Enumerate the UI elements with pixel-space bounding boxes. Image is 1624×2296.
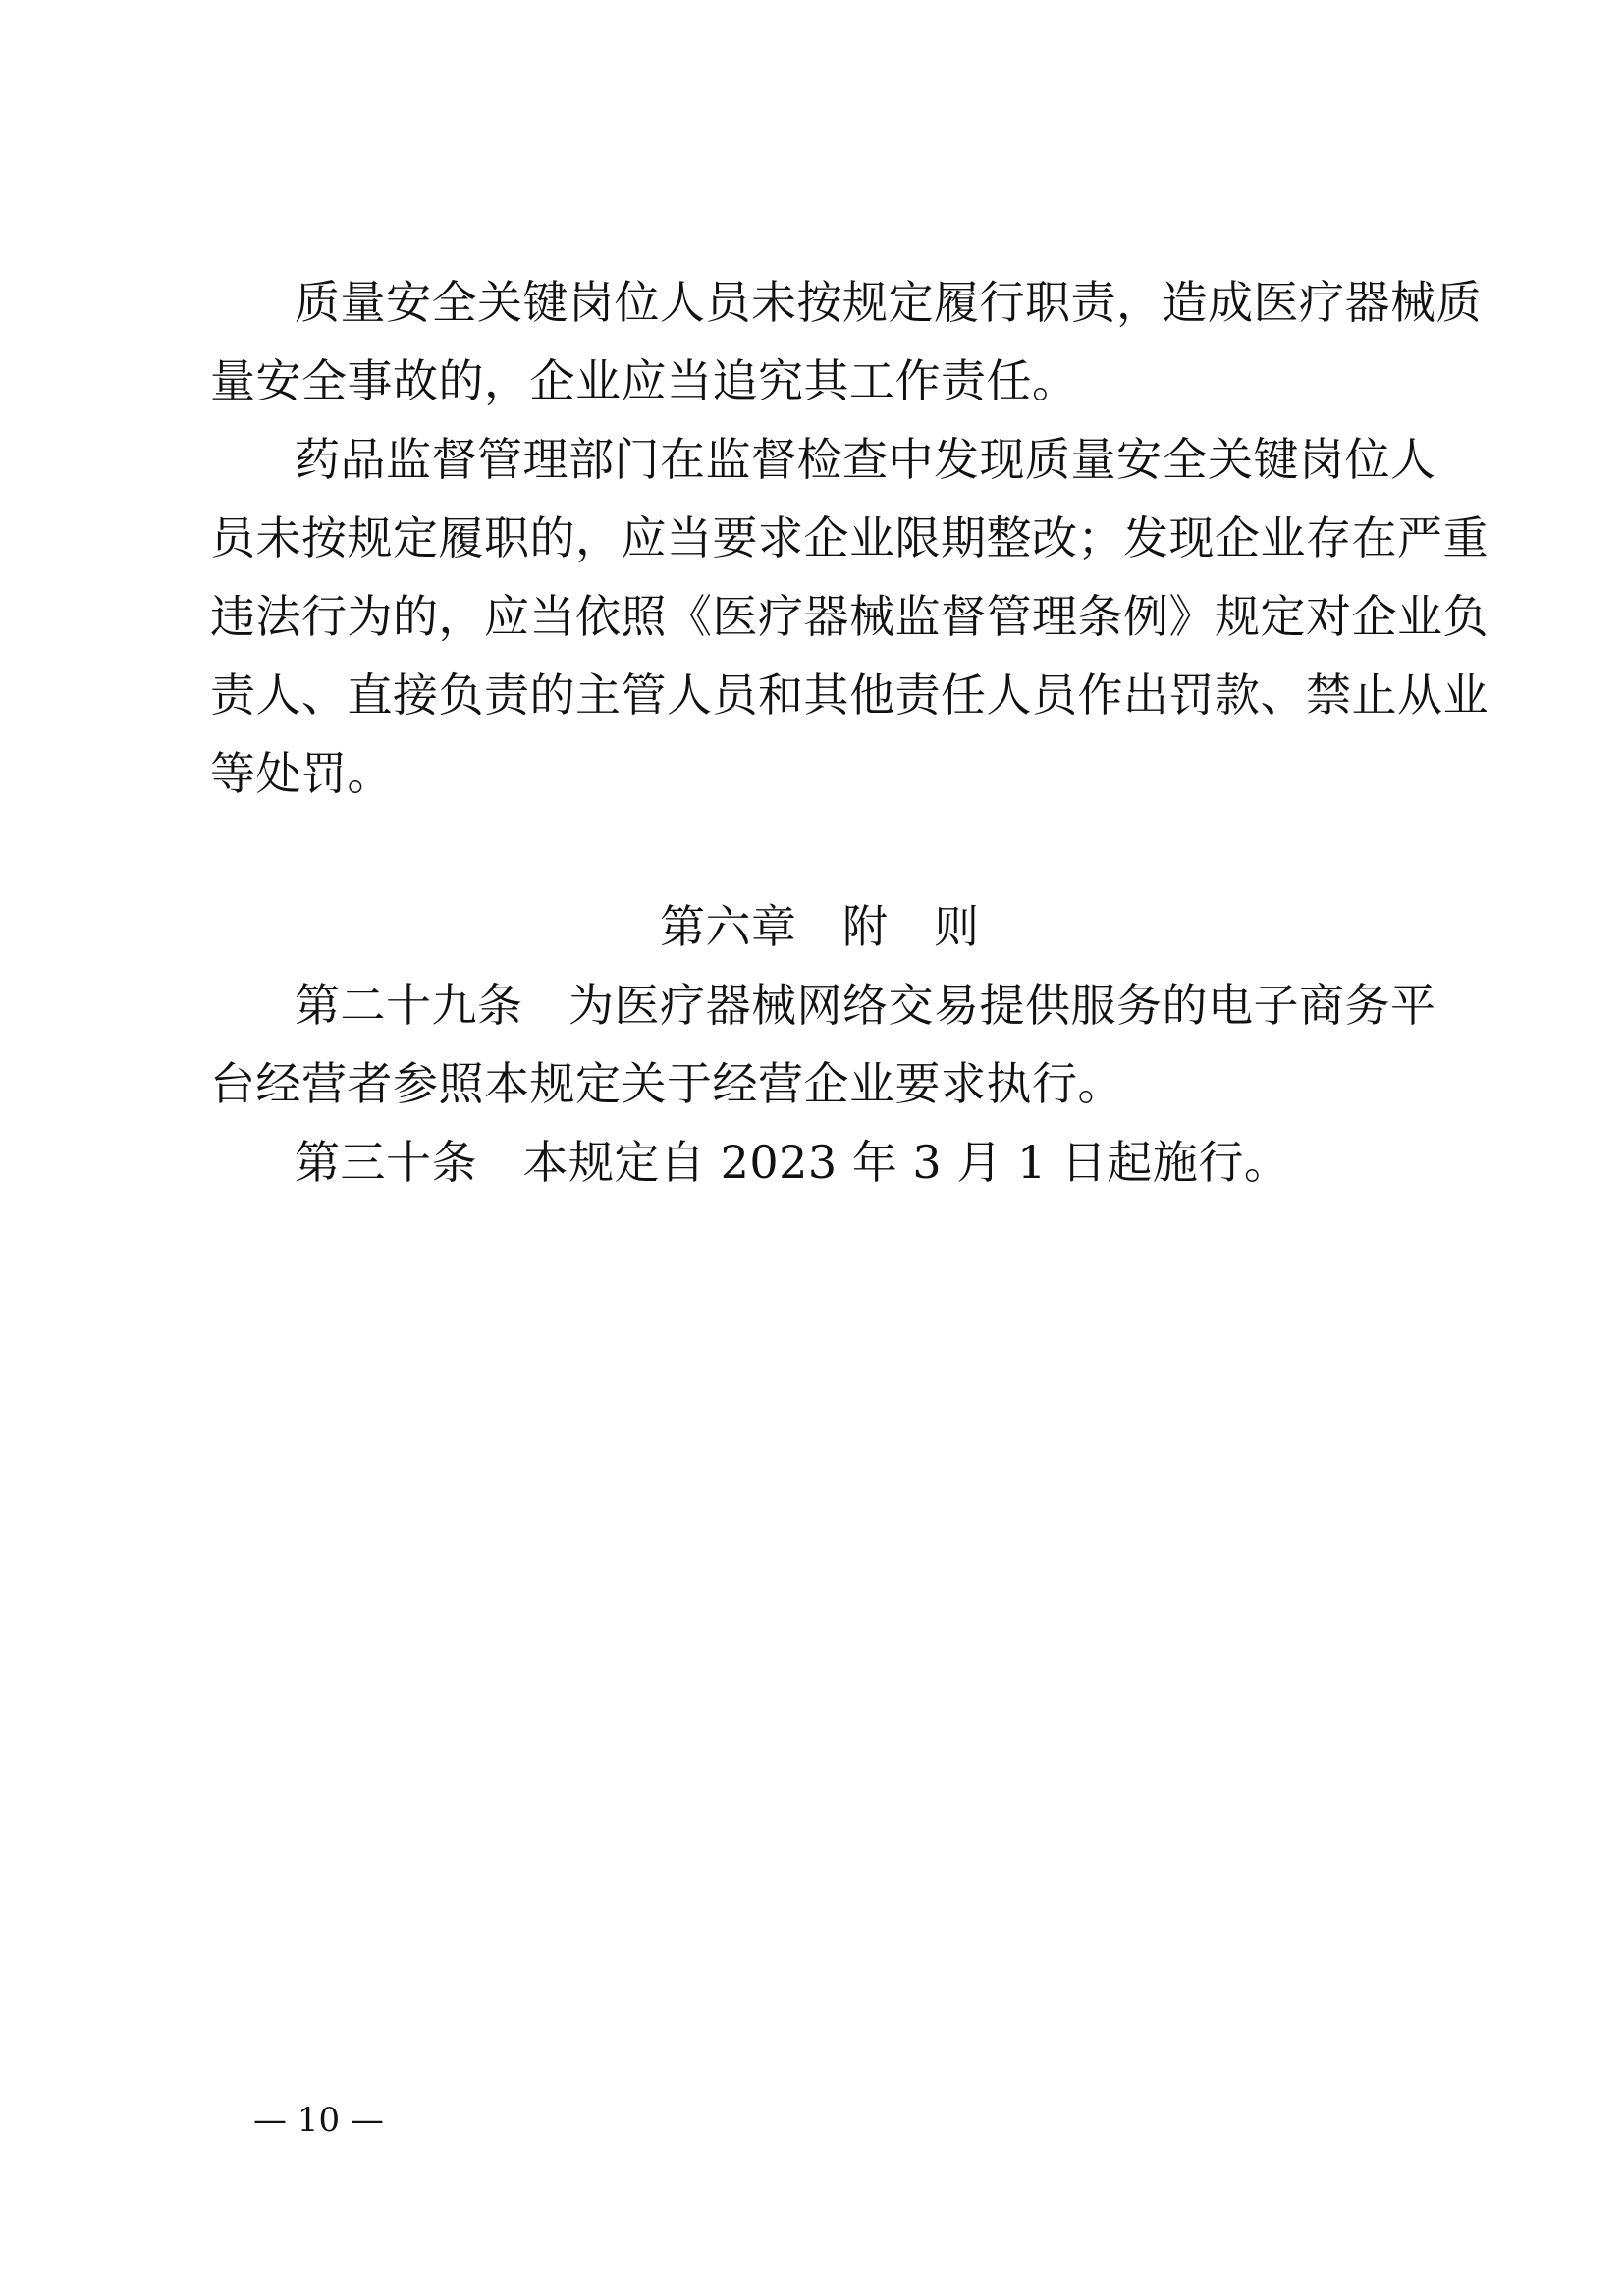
- article-29-line-2: 台经营者参照本规定关于经营企业要求执行。: [210, 1057, 1123, 1110]
- article-29-line-1: 第二十九条 为医疗器械网络交易提供服务的电子商务平: [295, 979, 1436, 1032]
- chapter-heading: 第六章 附 则: [660, 900, 980, 953]
- article-30-line-1: 第三十条 本规定自 2023 年 3 月 1 日起施行。: [295, 1136, 1290, 1189]
- paragraph-1-line-2: 量安全事故的，企业应当追究其工作责任。: [210, 354, 1078, 407]
- paragraph-1-line-1: 质量安全关键岗位人员未按规定履行职责，造成医疗器械质: [295, 276, 1482, 329]
- paragraph-2-line-2: 员未按规定履职的，应当要求企业限期整改；发现企业存在严重: [210, 511, 1489, 564]
- paragraph-2-line-1: 药品监督管理部门在监督检查中发现质量安全关键岗位人: [295, 433, 1436, 486]
- page-number: — 10 —: [253, 2101, 384, 2140]
- paragraph-2-line-5: 等处罚。: [210, 747, 393, 800]
- paragraph-2-line-3: 违法行为的，应当依照《医疗器械监督管理条例》规定对企业负: [210, 590, 1489, 643]
- paragraph-2-line-4: 责人、直接负责的主管人员和其他责任人员作出罚款、禁止从业: [210, 668, 1489, 721]
